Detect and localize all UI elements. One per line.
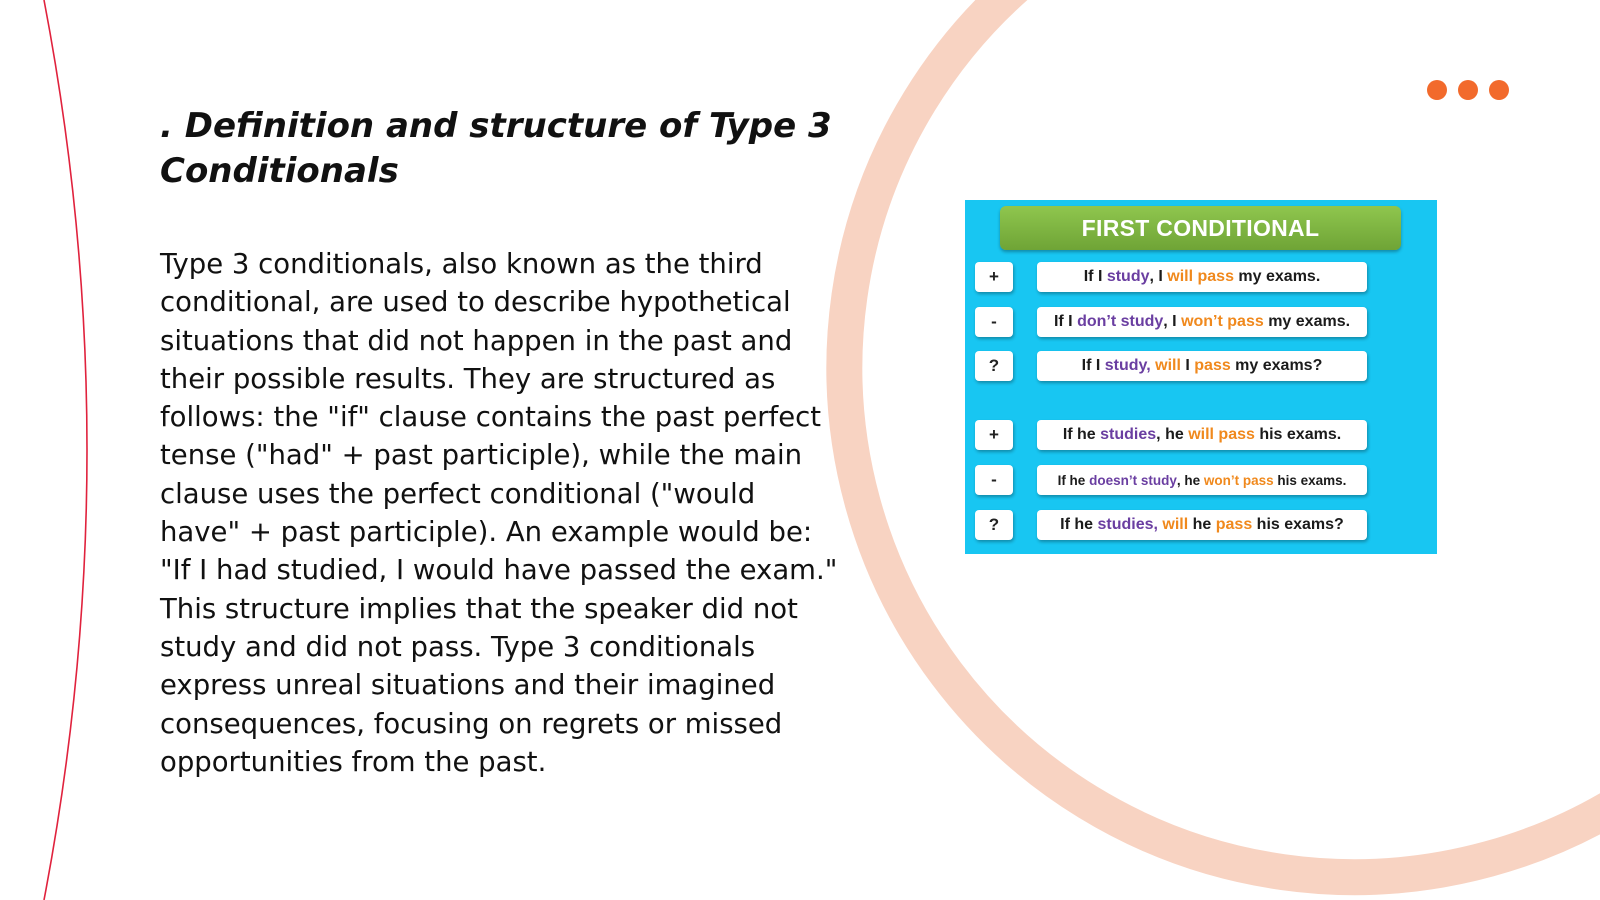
- sentence-segment: will pass: [1167, 268, 1234, 285]
- example-sentence: [1037, 351, 1367, 381]
- sentence-segment: will: [1155, 357, 1181, 374]
- sign-badge: ?: [975, 510, 1013, 540]
- sentence-segment: If I: [1083, 268, 1107, 285]
- sentence-segment: study,: [1104, 357, 1156, 374]
- sign-badge: -: [975, 307, 1013, 337]
- sign-badge: ?: [975, 351, 1013, 381]
- example-sentence: [1037, 307, 1367, 337]
- slide-title: . Definition and structure of Type 3 Conditionals: [160, 106, 832, 191]
- sentence-segment: my exams?: [1230, 357, 1323, 374]
- decorative-red-line: [44, 0, 87, 900]
- sentence-segment: doesn’t study: [1089, 472, 1177, 488]
- sentence-segment: I: [1180, 357, 1195, 374]
- sentence-segment: If he: [1057, 472, 1090, 488]
- sign-badge: -: [975, 465, 1013, 495]
- sentence-segment: won’t pass: [1181, 313, 1264, 330]
- sentence-segment: his exams.: [1273, 472, 1347, 488]
- sentence-segment: studies,: [1097, 516, 1163, 533]
- sentence-segment: will: [1162, 516, 1189, 533]
- sentence-segment: don’t study: [1077, 313, 1164, 330]
- sentence-segment: , I: [1163, 313, 1182, 330]
- conditional-row: [975, 510, 1375, 540]
- sentence-segment: , he: [1176, 472, 1204, 488]
- sentence-segment: , he: [1156, 426, 1189, 443]
- first-conditional-image: [965, 200, 1437, 554]
- slide-body-text: Type 3 conditionals, also known as the third conditional, are used to describe hypothetical situations that did not happen in the past and their possible results. They are structured as follows: the "if" clause contains the past perfect tense ("had" + past participle), while the main clause uses the perfect conditional ("would have" + past participle). An example would be: "If I had studied, I would have passed the exam." This structure implies that the speaker did not study and did not pass. Type 3 conditionals express unreal situations and their imagined consequences, focusing on regrets or missed opportunities from the past.: [160, 248, 838, 778]
- sentence-segment: pass: [1215, 516, 1253, 533]
- sentence-segment: , I: [1149, 268, 1168, 285]
- sentence-segment: If he: [1060, 516, 1098, 533]
- sign-badge: +: [975, 420, 1013, 450]
- sentence-segment: If I: [1053, 313, 1078, 330]
- sentence-segment: my exams.: [1263, 313, 1351, 330]
- sentence-segment: studies: [1100, 426, 1157, 443]
- sentence-segment: will pass: [1188, 426, 1255, 443]
- sentence-segment: If I: [1081, 357, 1105, 374]
- example-sentence: [1037, 510, 1367, 540]
- example-sentence: [1037, 262, 1367, 292]
- sign-badge: +: [975, 262, 1013, 292]
- conditional-row: [975, 420, 1375, 450]
- sentence-segment: study: [1106, 268, 1150, 285]
- decorative-dots: [1427, 80, 1509, 100]
- sentence-segment: won’t pass: [1203, 472, 1274, 488]
- decorative-dot: [1489, 80, 1509, 100]
- conditional-row: [975, 262, 1375, 292]
- conditional-row: [975, 307, 1375, 337]
- decorative-dot: [1458, 80, 1478, 100]
- sentence-segment: pass: [1194, 357, 1231, 374]
- sentence-segment: he: [1188, 516, 1216, 533]
- sentence-segment: If he: [1062, 426, 1101, 443]
- decorative-dot: [1427, 80, 1447, 100]
- sentence-segment: my exams.: [1233, 268, 1321, 285]
- sentence-segment: his exams.: [1254, 426, 1342, 443]
- conditional-row: [975, 351, 1375, 381]
- example-sentence: [1037, 465, 1367, 495]
- sentence-segment: his exams?: [1252, 516, 1344, 533]
- example-sentence: [1037, 420, 1367, 450]
- conditional-row: [975, 465, 1375, 495]
- card-header: FIRST CONDITIONAL: [1000, 206, 1401, 250]
